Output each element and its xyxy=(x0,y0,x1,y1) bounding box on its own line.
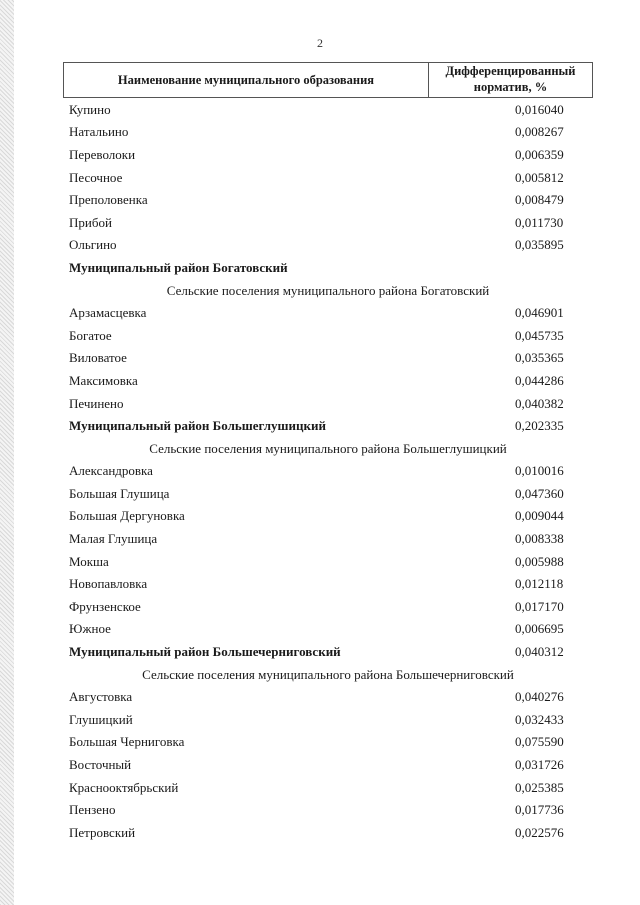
municipality-name: Александровка xyxy=(69,463,153,479)
subheading-row xyxy=(63,437,593,460)
normative-value: 0,005812 xyxy=(515,169,564,185)
subheading-text: Сельские поселения муниципального района Богатовский xyxy=(166,282,490,298)
table-row xyxy=(63,505,593,528)
table-row xyxy=(63,798,593,821)
subheading-row xyxy=(63,279,593,302)
table-row xyxy=(63,211,593,234)
municipality-name: Муниципальный район Большечерниговский xyxy=(69,644,341,660)
municipality-name: Малая Глушица xyxy=(69,531,158,547)
normative-value: 0,006359 xyxy=(515,146,564,162)
municipality-name: Глушицкий xyxy=(69,711,133,727)
normative-value: 0,012118 xyxy=(515,576,564,592)
table-row xyxy=(63,234,593,257)
normative-value: 0,035365 xyxy=(515,350,564,366)
table-row xyxy=(63,708,593,731)
subheading-row xyxy=(63,663,593,686)
normative-value: 0,006695 xyxy=(515,621,564,637)
subheading-text: Сельские поселения муниципального района Большечерниговский xyxy=(142,666,514,682)
municipality-name: Муниципальный район Большеглушицкий xyxy=(69,418,326,434)
header-value-line1: Дифференцированный xyxy=(445,64,576,79)
table-row xyxy=(63,347,593,370)
table-body xyxy=(63,98,593,844)
normative-value: 0,040382 xyxy=(515,395,564,411)
table-row xyxy=(63,460,593,483)
normative-value: 0,032433 xyxy=(515,711,564,727)
normative-value: 0,022576 xyxy=(515,824,564,840)
normative-value: 0,044286 xyxy=(515,372,564,388)
normative-value: 0,031726 xyxy=(515,757,564,773)
district-row xyxy=(63,640,593,663)
municipality-name: Муниципальный район Богатовский xyxy=(69,259,288,275)
municipality-name: Петровский xyxy=(69,824,136,840)
municipality-name: Фрунзенское xyxy=(69,598,141,614)
table-row xyxy=(63,121,593,144)
table-header xyxy=(63,62,593,98)
municipality-name: Преполовенка xyxy=(69,192,148,208)
normative-value: 0,025385 xyxy=(515,779,564,795)
table-row xyxy=(63,595,593,618)
header-name-cell: Наименование муниципального образования xyxy=(64,63,429,97)
district-row xyxy=(63,256,593,279)
header-value-cell xyxy=(429,63,592,97)
municipality-name: Большая Черниговка xyxy=(69,734,185,750)
district-row xyxy=(63,414,593,437)
header-value-line2: норматив, % xyxy=(473,80,548,94)
normative-value: 0,008267 xyxy=(515,124,564,140)
table-row xyxy=(63,527,593,550)
normative-value: 0,017170 xyxy=(515,598,564,614)
table-row xyxy=(63,369,593,392)
normative-value: 0,045735 xyxy=(515,327,564,343)
normative-value: 0,046901 xyxy=(515,305,564,321)
municipality-name: Переволоки xyxy=(69,146,136,162)
table-row xyxy=(63,753,593,776)
table-row xyxy=(63,482,593,505)
scan-edge xyxy=(0,0,14,905)
normative-value: 0,009044 xyxy=(515,508,564,524)
municipality-name: Большая Глушица xyxy=(69,485,170,501)
table-row xyxy=(63,143,593,166)
normative-value: 0,017736 xyxy=(515,802,564,818)
table-row xyxy=(63,392,593,415)
municipality-name: Пензено xyxy=(69,802,116,818)
table-row xyxy=(63,685,593,708)
table-row xyxy=(63,166,593,189)
municipality-name: Южное xyxy=(69,621,111,637)
normative-value: 0,047360 xyxy=(515,485,564,501)
table-row xyxy=(63,301,593,324)
subheading-text: Сельские поселения муниципального района Большеглушицкий xyxy=(149,440,507,456)
normative-value: 0,075590 xyxy=(515,734,564,750)
municipality-name: Краснооктябрьский xyxy=(69,779,179,795)
table-row xyxy=(63,618,593,641)
table-row xyxy=(63,98,593,121)
municipality-name: Песочное xyxy=(69,169,123,185)
municipality-name: Виловатое xyxy=(69,350,127,366)
normative-value: 0,016040 xyxy=(515,101,564,117)
table-row xyxy=(63,188,593,211)
table-row xyxy=(63,731,593,754)
municipality-name: Богатое xyxy=(69,327,112,343)
normative-value: 0,005988 xyxy=(515,553,564,569)
table-row xyxy=(63,550,593,573)
municipality-name: Большая Дергуновка xyxy=(69,508,185,524)
normative-table xyxy=(63,62,593,844)
page-number: 2 xyxy=(317,36,323,50)
table-row xyxy=(63,572,593,595)
municipality-name: Новопавловка xyxy=(69,576,148,592)
normative-value: 0,040312 xyxy=(515,644,564,660)
table-row xyxy=(63,324,593,347)
normative-value: 0,202335 xyxy=(515,418,564,434)
municipality-name: Августовка xyxy=(69,689,133,705)
normative-value: 0,008479 xyxy=(515,192,564,208)
municipality-name: Максимовка xyxy=(69,372,138,388)
normative-value: 0,035895 xyxy=(515,237,564,253)
normative-value: 0,010016 xyxy=(515,463,564,479)
normative-value: 0,008338 xyxy=(515,531,564,547)
table-row xyxy=(63,776,593,799)
municipality-name: Мокша xyxy=(69,553,109,569)
municipality-name: Натальино xyxy=(69,124,129,140)
municipality-name: Печинено xyxy=(69,395,124,411)
normative-value: 0,040276 xyxy=(515,689,564,705)
municipality-name: Купино xyxy=(69,101,111,117)
table-row xyxy=(63,821,593,844)
municipality-name: Восточный xyxy=(69,757,132,773)
municipality-name: Ольгино xyxy=(69,237,117,253)
municipality-name: Арзамасцевка xyxy=(69,305,147,321)
municipality-name: Прибой xyxy=(69,214,112,230)
normative-value: 0,011730 xyxy=(515,214,564,230)
